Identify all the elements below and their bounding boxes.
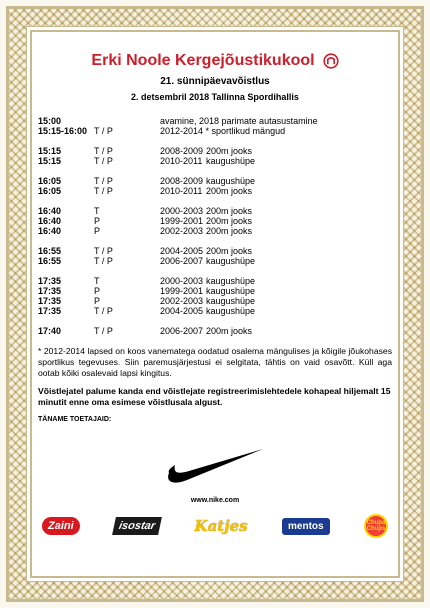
schedule-time: 17:35	[38, 276, 62, 286]
sponsor-logos	[38, 514, 392, 538]
schedule-years: 2006-2007	[160, 326, 204, 336]
schedule-time: 17:35	[38, 306, 62, 316]
schedule-time: 16:05	[38, 186, 62, 196]
schedule-row	[38, 186, 392, 196]
schedule-time: 17:40	[38, 326, 62, 336]
schedule-class: T / P	[94, 326, 113, 336]
schedule-time: 16:40	[38, 206, 62, 216]
schedule-time: 16:40	[38, 216, 62, 226]
event-subtitle: 21. sünnipäevavõistlus	[160, 76, 270, 87]
schedule-years: 2008-2009	[160, 176, 204, 186]
schedule-years: 2010-2011	[160, 186, 203, 196]
schedule-row	[38, 176, 392, 186]
poster-content	[38, 40, 392, 568]
schedule-row	[38, 126, 392, 136]
schedule-row	[38, 296, 392, 306]
schedule-event: 200m jooks	[206, 206, 253, 216]
nike-swoosh-logo	[165, 443, 265, 485]
schedule-event: 200m jooks	[206, 246, 253, 256]
schedule-years: 2010-2011	[160, 156, 203, 166]
page-title: Erki Noole Kergejõustikukool	[91, 52, 315, 69]
schedule-class: T / P	[94, 256, 113, 266]
schedule-time: 17:35	[38, 296, 62, 306]
schedule-years: 1999-2001	[160, 286, 204, 296]
event-date-place: 2. detsembril 2018 Tallinna Spordihallis	[131, 92, 299, 102]
schedule-row	[38, 256, 392, 266]
school-logo-icon	[323, 53, 339, 69]
schedule-class: T	[94, 276, 100, 286]
schedule-event: 200m jooks	[206, 216, 253, 226]
schedule-class: P	[94, 226, 101, 236]
schedule-event: 200m jooks	[206, 226, 253, 236]
schedule-row	[38, 276, 392, 286]
schedule-row	[38, 246, 392, 256]
schedule-class: P	[94, 296, 101, 306]
schedule-gap	[38, 236, 392, 246]
schedule-event: 200m jooks	[206, 146, 253, 156]
schedule-row	[38, 306, 392, 316]
schedule-gap	[38, 166, 392, 176]
schedule-gap	[38, 266, 392, 276]
schedule-class	[94, 116, 160, 126]
schedule-class: T / P	[94, 186, 113, 196]
schedule-event: kaugushüpe	[206, 306, 256, 316]
schedule-time: 15:00	[38, 116, 62, 126]
schedule-time: 15:15-16:00	[38, 126, 88, 136]
mentos-logo: mentos	[282, 518, 330, 535]
sponsor-url: www.nike.com	[190, 497, 240, 504]
schedule-class: T / P	[94, 156, 113, 166]
schedule-row	[38, 286, 392, 296]
schedule-event: kaugushüpe	[206, 256, 256, 266]
schedule-time: 16:40	[38, 226, 62, 236]
note-text: * 2012-2014 lapsed on koos vanematega oodatud osalema mängulises ja kõigile jõukohases sportlikus tegevuses. Siin paremusjärjestusi ei selgitata, tähtis on vaid osavõtt. Küll aga ootab kõiki osalevaid lapsi kingitus.	[38, 346, 392, 378]
schedule-row	[38, 216, 392, 226]
schedule-time: 15:15	[38, 156, 62, 166]
schedule-class: P	[94, 286, 101, 296]
schedule-row	[38, 206, 392, 216]
schedule-table	[38, 116, 392, 336]
schedule-event: kaugushüpe	[206, 276, 256, 286]
schedule-years: 2000-2003	[160, 206, 204, 216]
schedule-event: kaugushüpe	[206, 296, 256, 306]
schedule-class: T	[94, 206, 100, 216]
isostar-logo: isostar	[112, 517, 162, 535]
schedule-years: 2012-2014 * sportlikud mängud	[160, 126, 286, 136]
schedule-row	[38, 226, 392, 236]
schedule-row	[38, 156, 392, 166]
schedule-time: 15:15	[38, 146, 62, 156]
schedule-class: T / P	[94, 146, 113, 156]
schedule-event: 200m jooks	[206, 326, 253, 336]
schedule-time: 16:55	[38, 246, 62, 256]
schedule-years: 2004-2005	[160, 306, 204, 316]
schedule-class: P	[94, 216, 101, 226]
chupa-chups-logo: Chupa Chups	[364, 514, 388, 538]
katjes-logo: Katjes	[194, 517, 248, 535]
schedule-gap	[38, 136, 392, 146]
schedule-class: T / P	[94, 176, 113, 186]
schedule-event: kaugushüpe	[206, 286, 256, 296]
schedule-time: 16:55	[38, 256, 62, 266]
schedule-gap	[38, 316, 392, 326]
schedule-event: kaugushüpe	[206, 156, 256, 166]
schedule-years: 2004-2005	[160, 246, 204, 256]
schedule-class: T / P	[94, 306, 113, 316]
registration-text: Võistlejatel palume kanda end võistlejate registreerimislehtedele kohapeal hiljemalt 15 minutit enne oma esimese võistlusala algust.	[38, 386, 391, 407]
schedule-years: 2006-2007	[160, 256, 204, 266]
schedule-class: T / P	[94, 246, 113, 256]
schedule-years: 1999-2001	[160, 216, 204, 226]
schedule-years: 2002-2003	[160, 296, 204, 306]
schedule-row	[38, 146, 392, 156]
title-row	[38, 52, 392, 70]
schedule-class: T / P	[94, 126, 113, 136]
schedule-time: 16:05	[38, 176, 62, 186]
schedule-years: 2008-2009	[160, 146, 204, 156]
schedule-event: 200m jooks	[206, 186, 253, 196]
schedule-event: avamine, 2018 parimate autasustamine	[160, 116, 318, 126]
schedule-gap	[38, 196, 392, 206]
schedule-years: 2000-2003	[160, 276, 204, 286]
schedule-row	[38, 116, 392, 126]
zaini-logo: Zaini	[42, 517, 80, 535]
schedule-event: kaugushüpe	[206, 176, 256, 186]
schedule-time: 17:35	[38, 286, 62, 296]
sponsors-title: TÄNAME TOETAJAID:	[38, 416, 112, 423]
schedule-years: 2002-2003	[160, 226, 204, 236]
schedule-row	[38, 326, 392, 336]
